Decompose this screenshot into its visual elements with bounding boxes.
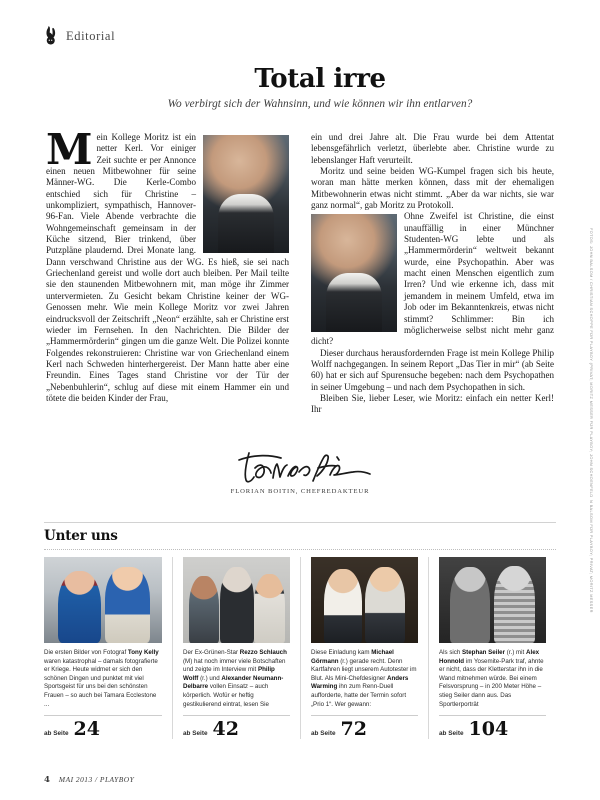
folio-number: 4	[44, 775, 50, 785]
list-item[interactable]	[44, 557, 172, 739]
article-paragraph: Ohne Zweifel ist Christine, die einst unauffällig in einer Münchner Studenten-WG lebte und als „Hammermörderin“ weltweit bekannt wurde, eine Psychopathin. Aber was macht einen Menschen eigentlich zum Irren? Und wie erkenne ich, dass mit jemandem in meinem Umfeld, etwa im Job oder im Bekanntenkreis, etwas nicht stimmt? Schlimmer: Bin ich möglicherweise selbst nicht mehr ganz dicht?	[311, 211, 554, 347]
section-title: Unter uns	[44, 528, 118, 544]
masthead	[44, 26, 115, 46]
page-footer	[44, 775, 134, 785]
page-number: 24	[73, 718, 100, 741]
figure	[220, 567, 253, 643]
card-photo	[44, 557, 162, 643]
card-divider	[439, 715, 546, 716]
section-divider-top	[44, 522, 556, 523]
playboy-bunny-icon	[44, 26, 57, 46]
drop-cap: M	[46, 125, 93, 174]
editor-signature	[225, 452, 375, 486]
card-caption: Die ersten Bilder von Fotograf Tony Kelly waren katastrophal – damals fotografierte er Kriege. Heute widmet er sich den schönen Dingen und punktet mit viel Sportsgeist für uns bei den schönsten Frauen – so auch bei Tamara Ecclestone ...	[44, 649, 159, 708]
issue-label: MAI 2013 / PLAYBOY	[58, 775, 135, 784]
figure	[254, 574, 285, 643]
article-column-left	[46, 125, 289, 404]
card-caption: Der Ex-Grünen-Star Rezzo Schlauch (M) hat noch immer viele Botschaften und zeigte im Interview mit Philip Wolff (r.) und Alexander Neumann-Delbarre vollen Einsatz – auch körperlich. Wofür er heftig gestikulierend eintrat, lesen Sie	[183, 649, 287, 708]
article-paragraph: Bleiben Sie, lieber Leser, wie Moritz: einfach ein netter Kerl! Ihr	[311, 392, 554, 415]
list-item[interactable]	[428, 557, 556, 739]
article-paragraph: Moritz und seine beiden WG-Kumpel fragen sich bis heute, woran man hätte merken können, dass mit der ehemaligen Mitbewohnerin etwas nicht stimmt. „Aber da war nichts, sie war ganz normal“, gab Moritz zu Protokoll.	[311, 166, 554, 211]
card-divider	[311, 715, 418, 716]
masthead-label: Editorial	[66, 28, 116, 43]
card-caption: Diese Einladung kam Michael Görmann (r.) gerade recht. Denn Kartfahren liegt unserem Autotester im Blut. Als Mini-Chefdesigner Anders Warming ihn zum Renn-Duell aufforderte, hatte der Termin sofort „Prio 1“. Wer gewann:	[311, 649, 417, 708]
headline-block	[84, 66, 556, 110]
ab-seite-label: ab Seite	[183, 730, 208, 738]
unter-uns-cards	[44, 557, 556, 739]
page-number: 104	[468, 718, 509, 741]
section-divider-dotted	[44, 549, 556, 550]
card-photo	[311, 557, 418, 643]
figure	[450, 567, 491, 643]
signature-block	[46, 452, 554, 495]
article-column-right	[311, 132, 554, 416]
card-photo	[183, 557, 290, 643]
figure	[365, 567, 406, 643]
article-paragraph: Dieser durchaus herausfordernden Frage ist mein Kollege Philip Wolff nachgegangen. In seinem Report „Das Tier in mir“ (ab Seite 60) hat er sich auf Spurensuche begeben: nach dem Psychopathen in seiner Umgebung – und nach dem Psychopathen in sich.	[311, 347, 554, 392]
photo-credit-vertical: FOTOS: JOHN BALSOM / CHRISTIAN SCHOPPE FÜR PLAYBOY (PRIVAT; MORITZ MESSER FÜR PLAYBOY; JOHN SCHOENFELD	[589, 228, 594, 498]
article-paragraph-text: ein Kollege Moritz ist ein netter Kerl. Vor einiger Zeit suchte er per Annonce einen neuen Mitbewohner für seine Männer-WG. Die Kerle-Combo entschied sich für Christine – unkompliziert, sympathisch, Hannover-96-Fan. Viele Abende verbrachte die Wohngemeinschaft gemeinsam in der Küche sitzend, Bier trinkend, über Putzpläne plaudernd. Drei Monate lang. Dann verschwand Christine aus der WG. Es hieß, sie sei nach Griechenland gereist und wolle dort auch bleiben. Per Mail teilte sie den staunenden Mitbewohnern mit, man möge ihr Zimmer untervermieten. Zu Gesicht bekam Christine keiner der WG-Genossen mehr. Wie mein Kollege Moritz vor zwei Jahren eindrucksvoll der Zeitschrift „Neon“ erzählte, sah er Christine erst wieder im Fernsehen. In den Nachrichten. Die Bilder der „Hammermörderin“ gingen um die ganze Welt. Die Polizei konnte Folgendes rekonstruieren: Christine war von Griechenland einem Kerl nach Schweden hinterhergereist. Der Mann hatte aber eine Freundin. Eines Tages stand Christine vor der Tür der „Nebenbuhlerin“, schlug auf diese mit einem Hammer ein und tötete die beiden Kinder der Frau,	[46, 132, 289, 403]
article-paragraph: ein und drei Jahre alt. Die Frau wurde bei dem Attentat lebensgefährlich verletzt, überlebte aber. Christine wurde zu lebenslanger Haft verurteilt.	[311, 132, 554, 165]
list-item[interactable]	[172, 557, 300, 739]
card-divider	[44, 715, 162, 716]
card-page-ref[interactable]	[311, 720, 418, 739]
editor-portrait-photo	[203, 135, 289, 253]
figure	[324, 569, 363, 643]
page-subtitle: Wo verbirgt sich der Wahnsinn, und wie können wir ihn entlarven?	[167, 98, 473, 111]
card-page-ref[interactable]	[439, 720, 546, 739]
ab-seite-label: ab Seite	[439, 730, 464, 738]
list-item[interactable]	[300, 557, 428, 739]
photo-credit-vertical-2: N BALSOM FÜR PLAYBOY; PRIVAT; MORITZ MESSER	[589, 500, 594, 613]
ab-seite-label: ab Seite	[311, 730, 336, 738]
ab-seite-label: ab Seite	[44, 730, 69, 738]
figure	[189, 576, 219, 643]
card-photo	[439, 557, 546, 643]
editor-portrait-photo-2	[311, 214, 397, 332]
card-page-ref[interactable]	[44, 720, 162, 739]
card-page-ref[interactable]	[183, 720, 290, 739]
card-caption: Als sich Stephan Seiler (r.) mit Alex Honnold im Yosemite-Park traf, ahnte er nicht, dass der Kletterstar ihn in die Wand mitnehmen würde. Bei einem Felsvorsprung – in 200 Meter Höhe – stieg Seiler dann aus. Das Sportlerporträt	[439, 649, 544, 708]
editor-byline: FLORIAN BOITIN, CHEFREDAKTEUR	[230, 488, 370, 495]
page-title: Total irre	[254, 64, 386, 94]
article-body	[46, 125, 554, 454]
figure	[494, 566, 536, 643]
page-number: 72	[340, 718, 367, 741]
page-number: 42	[212, 718, 239, 741]
card-divider	[183, 715, 290, 716]
